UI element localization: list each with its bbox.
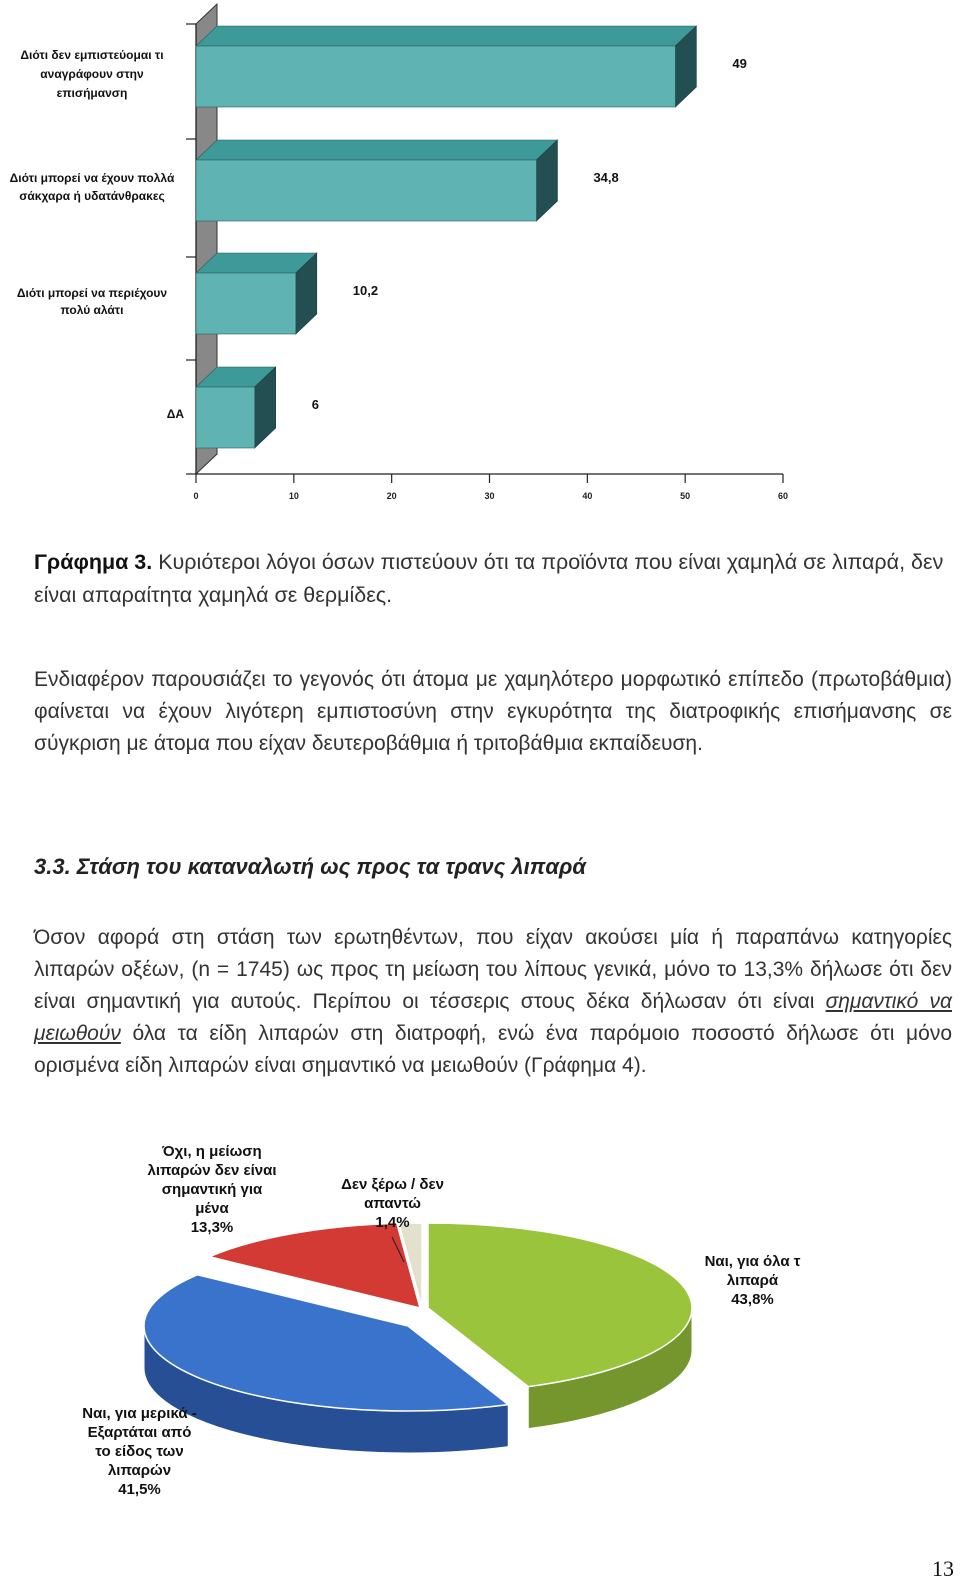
caption-label: Γράφημα 3. — [34, 550, 153, 574]
bar-value-label: 6 — [311, 397, 319, 412]
page-number: 13 — [932, 1556, 954, 1581]
pie-label-no-line: σημαντική για — [161, 1181, 263, 1198]
pie-label-all — [680, 1252, 825, 1309]
x-tick-label: 40 — [582, 491, 593, 501]
pie-label-all-line: λιπαρά — [726, 1272, 779, 1289]
bar-top — [196, 140, 557, 160]
bar-chart — [0, 0, 960, 520]
bar-value-label: 10,2 — [352, 283, 379, 298]
pie-label-some — [62, 1404, 217, 1499]
pie-label-some-line: Ναι, για μερικά - — [82, 1405, 197, 1422]
pie-label-all-line: Ναι, για όλα τ — [704, 1253, 801, 1270]
category-label: Διότι μπορεί να περιέχουν — [16, 286, 168, 300]
category-label: επισήμανση — [56, 86, 128, 100]
paragraph-attitude-emphasis: σημαντικό να μειωθούν — [34, 990, 952, 1045]
bar-chart-group — [10, 4, 788, 501]
category-label: αναγράφουν στην — [40, 67, 144, 81]
bar — [196, 46, 675, 107]
x-tick-label: 30 — [484, 491, 495, 501]
pie-label-dk-line: απαντώ — [364, 1195, 421, 1212]
pie-label-no-value: 13,3% — [190, 1219, 234, 1236]
pie-label-some-value: 41,5% — [118, 1481, 161, 1498]
category-label: πολύ αλάτι — [60, 303, 124, 317]
pie-label-some-line: λιπαρών — [107, 1462, 172, 1479]
category-label: ΔΑ — [166, 407, 184, 421]
x-tick-label: 0 — [193, 491, 199, 501]
pie-chart-group — [144, 1223, 692, 1453]
pie-label-all-value: 43,8% — [731, 1291, 774, 1308]
pie-label-some-line: Εξαρτάται από — [87, 1424, 192, 1441]
x-tick-label: 20 — [386, 491, 397, 501]
pie-label-no-line: Όχι, η μείωση — [162, 1143, 262, 1160]
bar — [196, 387, 255, 448]
bar-top — [196, 26, 696, 46]
category-label: σάκχαρα ή υδατάνθρακες — [19, 189, 165, 203]
bar-value-label: 49 — [732, 56, 747, 71]
paragraph-attitude-after: όλα τα είδη λιπαρών στη διατροφή, ενώ ένα παρόμοιο ποσοστό δήλωσε ότι μόνο ορισμένα είδη λιπαρών είναι σημαντικό να μειωθούν (Γράφημα 4). — [34, 1022, 952, 1077]
pie-label-dk-line: Δεν ξέρω / δεν — [341, 1176, 444, 1193]
bar — [196, 273, 296, 334]
section-heading: 3.3. Στάση του καταναλωτή ως προς τα τρανς λιπαρά — [34, 854, 586, 879]
pie-label-no-line: μένα — [195, 1200, 229, 1217]
pie-label-dk-value: 1,4% — [375, 1214, 410, 1231]
paragraph-attitude — [34, 922, 952, 1082]
pie-label-some-line: το είδος των — [95, 1443, 184, 1460]
category-label: Διότι δεν εμπιστεύομαι τι — [20, 48, 164, 62]
category-label: Διότι μπορεί να έχουν πολλά — [9, 171, 175, 185]
x-tick-label: 50 — [680, 491, 691, 501]
paragraph-education: Ενδιαφέρον παρουσιάζει το γεγονός ότι άτομα με χαμηλότερο μορφωτικό επίπεδο (πρωτοβάθμια) φαίνεται να έχουν λιγότερη εμπιστοσύνη στην εγκυρότητα της διατροφικής επισήμανσης σε σύγκριση με άτομα που είχαν δευτεροβάθμια ή τριτοβάθμια εκπαίδευση. — [34, 668, 952, 755]
bar-value-label: 34,8 — [593, 170, 619, 185]
x-tick-label: 60 — [777, 491, 789, 501]
x-tick-label: 10 — [288, 491, 299, 501]
pie-label-no — [132, 1142, 292, 1237]
caption-text: Κυριότεροι λόγοι όσων πιστεύουν ότι τα προϊόντα που είναι χαμηλά σε λιπαρά, δεν είναι απαραίτητα χαμηλά σε θερμίδες. — [34, 550, 944, 607]
bar — [196, 160, 536, 221]
paragraph-attitude-before: Όσον αφορά στη στάση των ερωτηθέντων, που είχαν ακούσει μία ή παραπάνω κατηγορίες λιπαρών οξέων, (n = 1745) ως προς τη μείωση του λίπους γενικά, μόνο το 13,3% δήλωσε ότι δεν είναι σημαντική για αυτούς. Περίπου οι τέσσερις στους δέκα δήλωσαν ότι είναι — [34, 926, 952, 1013]
pie-label-no-line: λιπαρών δεν είναι — [147, 1162, 277, 1179]
pie-label-dk — [320, 1175, 465, 1232]
figure-caption — [34, 546, 954, 612]
